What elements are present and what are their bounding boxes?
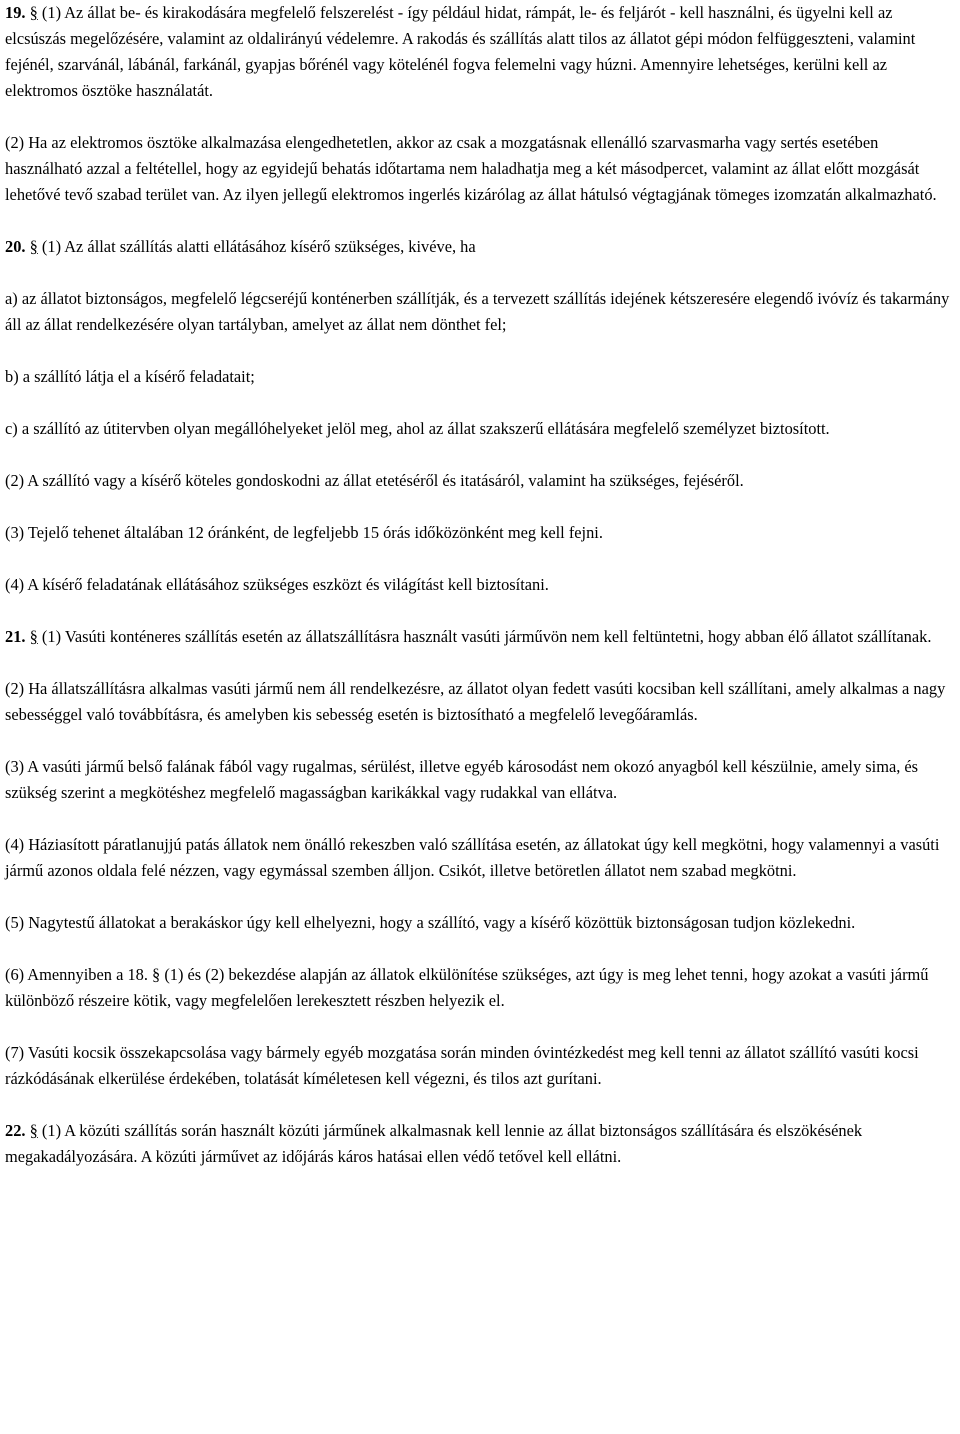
paragraph-21-2	[5, 676, 955, 728]
paragraph-text: (7) Vasúti kocsik összekapcsolása vagy bármely egyéb mozgatása során minden óvintézkedést meg kell tenni az állatot szállító vasúti kocsi rázkódásának elkerülése érdekében, tolatását kíméletesen kell végezni, és tilos azt gurítani.	[5, 1043, 919, 1088]
paragraph-text: (3) Tejelő tehenet általában 12 óránként, de legfeljebb 15 órás időközönként meg kell fejni.	[5, 523, 603, 542]
paragraph-21-1	[5, 624, 955, 650]
paragraph-text: (2) Ha állatszállításra alkalmas vasúti jármű nem áll rendelkezésre, az állatot olyan fedett vasúti kocsiban kell szállítani, amely alkalmas a nagy sebességgel való továbbításra, és amelyben kis sebesség esetén is biztosítható a megfelelő levegőáramlás.	[5, 679, 946, 724]
section-number: 21.	[5, 627, 26, 646]
paragraph-text: b) a szállító látja el a kísérő feladatait;	[5, 367, 255, 386]
section-number: 20.	[5, 237, 26, 256]
paragraph-19-2	[5, 130, 955, 208]
paragraph-text: c) a szállító az útitervben olyan megállóhelyeket jelöl meg, ahol az állat szakszerű ellátására megfelelő személyzet biztosított.	[5, 419, 830, 438]
section-number: 22.	[5, 1121, 26, 1140]
document-page	[5, 0, 955, 1170]
paragraph-text: (4) A kísérő feladatának ellátásához szükséges eszközt és világítást kell biztosítani.	[5, 575, 549, 594]
paragraph-21-4	[5, 832, 955, 884]
section-sign-link[interactable]: §	[29, 3, 38, 22]
paragraph-text: (1) Az állat szállítás alatti ellátásához kísérő szükséges, kivéve, ha	[37, 237, 476, 256]
section-sign-link[interactable]: §	[29, 627, 38, 646]
paragraph-text: (1) Az állat be- és kirakodására megfelelő felszerelést - így például hidat, rámpát, le- és feljárót - kell használni, és ügyelni kell az elcsúszás megelőzésére, valamint az oldalirányú védelemre. A rakodás és szállítás alatt tilos az állatot gépi módon felfüggeszteni, valamint fejénél, szarvánál, lábánál, farkánál, gyapjas bőrénél vagy kötelénél fogva felemelni vagy húzni. Amennyire lehetséges, kerülni kell az elektromos ösztöke használatát.	[5, 3, 916, 100]
paragraph-20-1	[5, 234, 955, 260]
paragraph-text: (3) A vasúti jármű belső falának fából vagy rugalmas, sérülést, illetve egyéb károsodást nem okozó anyagból kell készülnie, amely sima, és szükség szerint a megkötéshez megfelelő magasságban karikákkal vagy rudakkal van ellátva.	[5, 757, 919, 802]
paragraph-text: (2) Ha az elektromos ösztöke alkalmazása elengedhetetlen, akkor az csak a mozgatásnak ellenálló szarvasmarha vagy sertés esetében használható azzal a feltétellel, hogy az egyidejű behatás időtartama nem haladhatja meg a két másodpercet, valamint az állat előtt mozgását lehetővé tevő szabad terület van. Az ilyen jellegű elektromos ingerlés kizárólag az állat hátulsó végtagjának tömeges izomzatán alkalmazható.	[5, 133, 937, 204]
paragraph-20-1-c	[5, 416, 955, 442]
paragraph-20-1-a	[5, 286, 955, 338]
paragraph-text: (6) Amennyiben a 18. § (1) és (2) bekezdése alapján az állatok elkülönítése szükséges, azt úgy is meg lehet tenni, hogy azokat a vasúti jármű különböző részeire kötik, vagy megfelelően lerekesztett részben helyezik el.	[5, 965, 929, 1010]
paragraph-20-3	[5, 520, 955, 546]
paragraph-text: (1) A közúti szállítás során használt közúti járműnek alkalmasnak kell lennie az állat biztonságos szállítására és elszökésének megakadályozására. A közúti járművet az időjárás káros hatásai ellen védő tetővel kell ellátni.	[5, 1121, 863, 1166]
paragraph-20-2	[5, 468, 955, 494]
paragraph-21-3	[5, 754, 955, 806]
paragraph-text: a) az állatot biztonságos, megfelelő légcseréjű konténerben szállítják, és a tervezett szállítás idejének kétszeresére elegendő ivóvíz és takarmány áll az állat rendelkezésére olyan tartályban, amelyet az állat nem dönthet fel;	[5, 289, 950, 334]
paragraph-text: (4) Háziasított páratlanujjú patás állatok nem önálló rekeszben való szállítása esetén, az állatokat úgy kell megkötni, hogy valamennyi a vasúti jármű azonos oldala felé nézzen, vagy egymással szemben álljon. Csikót, illetve betöretlen állatot nem szabad megkötni.	[5, 835, 940, 880]
paragraph-21-5	[5, 910, 955, 936]
paragraph-20-1-b	[5, 364, 955, 390]
section-sign-link[interactable]: §	[29, 1121, 38, 1140]
section-sign-link[interactable]: §	[29, 237, 38, 256]
paragraph-19-1	[5, 0, 955, 104]
paragraph-21-7	[5, 1040, 955, 1092]
paragraph-20-4	[5, 572, 955, 598]
paragraph-22-1	[5, 1118, 955, 1170]
paragraph-text: (2) A szállító vagy a kísérő köteles gondoskodni az állat etetéséről és itatásáról, valamint ha szükséges, fejéséről.	[5, 471, 744, 490]
paragraph-text: (1) Vasúti konténeres szállítás esetén az állatszállításra használt vasúti járművön nem kell feltüntetni, hogy abban élő állatot szállítanak.	[37, 627, 932, 646]
paragraph-21-6	[5, 962, 955, 1014]
section-number: 19.	[5, 3, 26, 22]
paragraph-text: (5) Nagytestű állatokat a berakáskor úgy kell elhelyezni, hogy a szállító, vagy a kísérő közöttük biztonságosan tudjon közlekedni.	[5, 913, 856, 932]
